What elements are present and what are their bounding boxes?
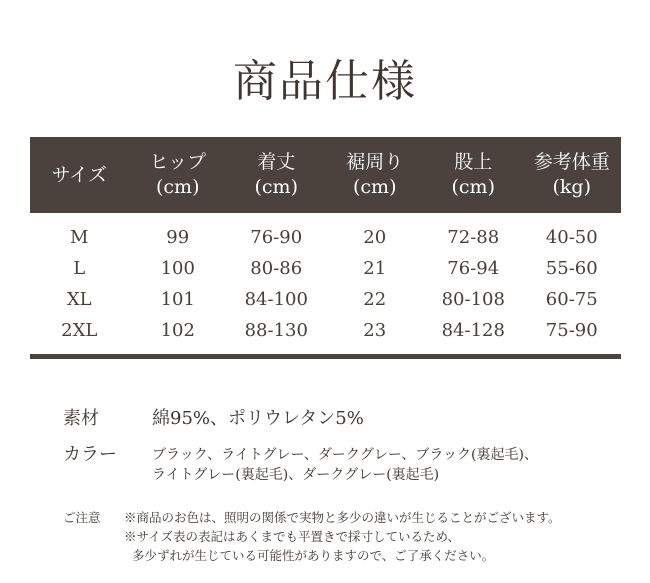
table-cell: 76-94	[447, 258, 500, 279]
table-cell: 55-60	[545, 258, 598, 279]
header-size: サイズ	[30, 137, 129, 213]
color-line: ライトグレー(裏起毛)、ダークグレー(裏起毛)	[152, 467, 440, 483]
table-row	[30, 213, 621, 253]
table-cell: 21	[363, 258, 387, 279]
table-cell: 88-130	[244, 320, 308, 341]
header-hem: 裾周り (cm)	[326, 137, 425, 213]
table-cell: 22	[363, 289, 387, 310]
size-table	[30, 137, 621, 355]
table-cell: 100	[160, 258, 195, 279]
table-row	[30, 315, 621, 355]
table-cell: 84-128	[441, 320, 505, 341]
note-line: ※商品のお色は、照明の関係で実物と多少の違いが生じることがございます。	[124, 510, 561, 525]
table-cell: L	[73, 258, 86, 279]
table-cell: 99	[166, 227, 190, 248]
note-label: ご注意	[63, 510, 101, 525]
table-cell: 72-88	[447, 227, 500, 248]
header-hip: ヒップ (cm)	[129, 137, 228, 213]
color-line: ブラック、ライトグレー、ダークグレー、ブラック(裏起毛)、	[152, 447, 538, 463]
table-cell: 20	[363, 227, 387, 248]
table-row	[30, 253, 621, 284]
note-line: 多少ずれが生じている可能性がありますので、ご了承ください。	[132, 548, 495, 563]
table-cell: 80-108	[441, 289, 505, 310]
table-cell: 76-90	[250, 227, 303, 248]
table-cell: 23	[363, 320, 387, 341]
table-cell: 2XL	[61, 320, 98, 341]
table-cell: XL	[66, 289, 92, 310]
header-rise: 股上 (cm)	[424, 137, 523, 213]
color-label: カラー	[63, 444, 117, 465]
color-value	[152, 445, 622, 485]
table-bottom-divider	[30, 354, 621, 359]
material-label: 素材	[63, 408, 99, 429]
table-cell: 75-90	[545, 320, 598, 341]
table-header-row	[30, 137, 621, 213]
header-length: 着丈 (cm)	[227, 137, 326, 213]
table-cell: 84-100	[244, 289, 308, 310]
table-cell: 80-86	[250, 258, 303, 279]
note-text	[124, 508, 634, 565]
table-cell: 102	[160, 320, 195, 341]
table-cell: 101	[160, 289, 195, 310]
note-line: ※サイズ表の表記はあくまでも平置きで採寸しているため、	[124, 529, 461, 544]
table-cell: 40-50	[545, 227, 598, 248]
table-cell: M	[70, 227, 89, 248]
page-title: 商品仕様	[233, 56, 417, 107]
header-weight: 参考体重 (kg)	[523, 137, 622, 213]
table-cell: 60-75	[545, 289, 598, 310]
table-row	[30, 284, 621, 315]
material-value: 綿95%、ポリウレタン5%	[152, 408, 364, 429]
